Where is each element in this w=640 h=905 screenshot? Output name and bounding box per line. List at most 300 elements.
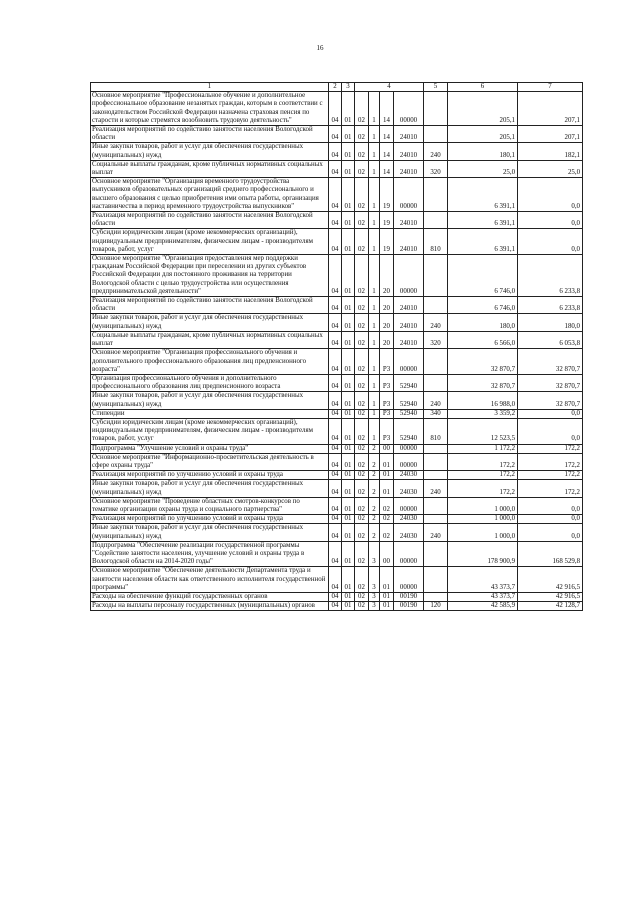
cell-c4: 1 bbox=[369, 255, 380, 297]
table-row bbox=[91, 409, 583, 418]
cell-c5: 01 bbox=[380, 567, 394, 593]
table-row bbox=[91, 314, 583, 331]
cell-v2: 32 870,7 bbox=[518, 349, 583, 375]
cell-c3: 02 bbox=[355, 143, 369, 160]
cell-c6: 00190 bbox=[394, 602, 424, 611]
cell-c2: 01 bbox=[342, 314, 355, 331]
cell-c5: 19 bbox=[380, 212, 394, 229]
table-row bbox=[91, 602, 583, 611]
table-row bbox=[91, 178, 583, 212]
table-row bbox=[91, 480, 583, 497]
cell-c2: 01 bbox=[342, 255, 355, 297]
cell-c6: 24030 bbox=[394, 524, 424, 541]
table-row bbox=[91, 255, 583, 297]
cell-c1: 04 bbox=[329, 444, 342, 453]
cell-vr: 240 bbox=[424, 392, 448, 409]
cell-c6: 24010 bbox=[394, 143, 424, 160]
cell-v2: 32 870,7 bbox=[518, 392, 583, 409]
cell-name: Реализация мероприятий по улучшению условий и охраны труда bbox=[91, 515, 329, 524]
cell-c2: 01 bbox=[342, 418, 355, 444]
cell-c3: 02 bbox=[355, 480, 369, 497]
cell-v1: 180,0 bbox=[448, 314, 518, 331]
cell-c1: 04 bbox=[329, 349, 342, 375]
cell-c1: 04 bbox=[329, 126, 342, 143]
cell-c4: 1 bbox=[369, 229, 380, 255]
cell-c4: 1 bbox=[369, 212, 380, 229]
cell-c6: 24010 bbox=[394, 229, 424, 255]
cell-v2: 42 916,5 bbox=[518, 567, 583, 593]
cell-c1: 04 bbox=[329, 497, 342, 514]
cell-c5: 20 bbox=[380, 331, 394, 348]
cell-c6: 24010 bbox=[394, 126, 424, 143]
cell-c3: 02 bbox=[355, 297, 369, 314]
cell-c5: 14 bbox=[380, 143, 394, 160]
cell-v2: 42 916,5 bbox=[518, 592, 583, 601]
cell-vr bbox=[424, 178, 448, 212]
cell-v1: 205,1 bbox=[448, 126, 518, 143]
cell-c4: 2 bbox=[369, 497, 380, 514]
cell-name: Иные закупки товаров, работ и услуг для обеспечения государственных (муниципальных) нужд bbox=[91, 524, 329, 541]
cell-c6: 00000 bbox=[394, 541, 424, 567]
cell-vr bbox=[424, 541, 448, 567]
cell-c6: 00190 bbox=[394, 592, 424, 601]
cell-v2: 32 870,7 bbox=[518, 374, 583, 391]
cell-c6: 00000 bbox=[394, 255, 424, 297]
cell-c3: 02 bbox=[355, 374, 369, 391]
cell-name: Организация профессионального обучения и дополнительного профессионального образования лиц предпенсионного возраста bbox=[91, 374, 329, 391]
cell-v2: 0,0 bbox=[518, 212, 583, 229]
cell-c4: 1 bbox=[369, 297, 380, 314]
cell-c2: 01 bbox=[342, 143, 355, 160]
cell-c1: 04 bbox=[329, 212, 342, 229]
cell-name: Субсидии юридическим лицам (кроме некоммерческих организаций), индивидуальным предпринимателям, физическим лицам - производителям товаров, работ, услуг bbox=[91, 418, 329, 444]
cell-c5: P3 bbox=[380, 418, 394, 444]
cell-c4: 1 bbox=[369, 374, 380, 391]
cell-v1: 6 391,1 bbox=[448, 229, 518, 255]
cell-c3: 02 bbox=[355, 160, 369, 177]
cell-v1: 205,1 bbox=[448, 92, 518, 126]
cell-c3: 02 bbox=[355, 524, 369, 541]
cell-vr bbox=[424, 444, 448, 453]
cell-c5: 00 bbox=[380, 444, 394, 453]
cell-name: Подпрограмма "Улучшение условий и охраны труда" bbox=[91, 444, 329, 453]
cell-c2: 01 bbox=[342, 471, 355, 480]
cell-name: Реализация мероприятий по содействию занятости населения Вологодской области bbox=[91, 126, 329, 143]
cell-c4: 2 bbox=[369, 444, 380, 453]
table-row bbox=[91, 92, 583, 126]
cell-c2: 01 bbox=[342, 592, 355, 601]
cell-c4: 2 bbox=[369, 480, 380, 497]
cell-c2: 01 bbox=[342, 602, 355, 611]
cell-name: Социальные выплаты гражданам, кроме публичных нормативных социальных выплат bbox=[91, 160, 329, 177]
cell-c5: 14 bbox=[380, 126, 394, 143]
cell-c3: 02 bbox=[355, 418, 369, 444]
cell-c2: 01 bbox=[342, 178, 355, 212]
cell-name: Основное мероприятие "Организация профессионального обучения и дополнительного профессионального образования лиц предпенсионного возраста" bbox=[91, 349, 329, 375]
cell-vr: 240 bbox=[424, 480, 448, 497]
cell-v1: 32 870,7 bbox=[448, 349, 518, 375]
cell-v1: 1 172,2 bbox=[448, 444, 518, 453]
cell-v1: 172,2 bbox=[448, 471, 518, 480]
table-row bbox=[91, 471, 583, 480]
cell-v1: 1 000,0 bbox=[448, 524, 518, 541]
table-body bbox=[91, 92, 583, 611]
cell-c1: 04 bbox=[329, 92, 342, 126]
cell-c3: 02 bbox=[355, 541, 369, 567]
cell-c4: 3 bbox=[369, 567, 380, 593]
cell-c4: 1 bbox=[369, 143, 380, 160]
cell-c6: 24030 bbox=[394, 515, 424, 524]
cell-v1: 6 391,1 bbox=[448, 212, 518, 229]
table-row bbox=[91, 524, 583, 541]
cell-c2: 01 bbox=[342, 480, 355, 497]
cell-c5: 14 bbox=[380, 160, 394, 177]
cell-v2: 172,2 bbox=[518, 453, 583, 470]
table-row bbox=[91, 331, 583, 348]
cell-c3: 02 bbox=[355, 567, 369, 593]
page-number: 16 bbox=[316, 44, 324, 52]
cell-c3: 02 bbox=[355, 349, 369, 375]
cell-v1: 6 746,0 bbox=[448, 255, 518, 297]
cell-v1: 172,2 bbox=[448, 480, 518, 497]
cell-c6: 52940 bbox=[394, 392, 424, 409]
cell-v2: 42 128,7 bbox=[518, 602, 583, 611]
cell-c1: 04 bbox=[329, 480, 342, 497]
cell-c6: 52940 bbox=[394, 418, 424, 444]
cell-c2: 01 bbox=[342, 497, 355, 514]
cell-c6: 24010 bbox=[394, 314, 424, 331]
cell-name: Реализация мероприятий по содействию занятости населения Вологодской области bbox=[91, 212, 329, 229]
cell-name: Стипендии bbox=[91, 409, 329, 418]
cell-c1: 04 bbox=[329, 229, 342, 255]
cell-c5: 01 bbox=[380, 480, 394, 497]
cell-v1: 32 870,7 bbox=[448, 374, 518, 391]
cell-c4: 1 bbox=[369, 314, 380, 331]
table-row bbox=[91, 453, 583, 470]
cell-vr: 120 bbox=[424, 602, 448, 611]
cell-v1: 43 373,7 bbox=[448, 567, 518, 593]
header-col-1: 1 bbox=[91, 83, 329, 92]
cell-c1: 04 bbox=[329, 409, 342, 418]
cell-v1: 6 746,0 bbox=[448, 297, 518, 314]
cell-name: Расходы на обеспечение функций государственных органов bbox=[91, 592, 329, 601]
cell-c6: 24010 bbox=[394, 160, 424, 177]
cell-vr: 810 bbox=[424, 229, 448, 255]
cell-c3: 02 bbox=[355, 178, 369, 212]
cell-c1: 04 bbox=[329, 602, 342, 611]
cell-c1: 04 bbox=[329, 297, 342, 314]
cell-c1: 04 bbox=[329, 453, 342, 470]
cell-c5: 02 bbox=[380, 515, 394, 524]
cell-c3: 02 bbox=[355, 314, 369, 331]
cell-c6: 24010 bbox=[394, 212, 424, 229]
cell-c4: 1 bbox=[369, 160, 380, 177]
cell-vr: 240 bbox=[424, 524, 448, 541]
header-col-5: 5 bbox=[424, 83, 448, 92]
cell-c3: 02 bbox=[355, 331, 369, 348]
cell-v1: 43 373,7 bbox=[448, 592, 518, 601]
table-row bbox=[91, 541, 583, 567]
cell-v1: 172,2 bbox=[448, 453, 518, 470]
cell-c2: 01 bbox=[342, 567, 355, 593]
table-row bbox=[91, 374, 583, 391]
cell-c1: 04 bbox=[329, 541, 342, 567]
cell-name: Иные закупки товаров, работ и услуг для обеспечения государственных (муниципальных) нужд bbox=[91, 314, 329, 331]
cell-name: Основное мероприятие "Организация предоставления мер поддержки гражданам Российской Федерации при переселении из других субъектов Российской Федерации для постоянного проживания на территории Вологодской области с целью трудоустройства или осуществления предпринимательской деятельности" bbox=[91, 255, 329, 297]
cell-c5: 14 bbox=[380, 92, 394, 126]
cell-v2: 0,0 bbox=[518, 515, 583, 524]
cell-v1: 42 585,9 bbox=[448, 602, 518, 611]
cell-c4: 3 bbox=[369, 592, 380, 601]
cell-c4: 1 bbox=[369, 92, 380, 126]
table-row bbox=[91, 418, 583, 444]
cell-vr bbox=[424, 592, 448, 601]
cell-c1: 04 bbox=[329, 418, 342, 444]
cell-c6: 24010 bbox=[394, 331, 424, 348]
cell-v2: 0,0 bbox=[518, 178, 583, 212]
cell-c3: 02 bbox=[355, 92, 369, 126]
cell-v1: 16 988,0 bbox=[448, 392, 518, 409]
cell-c3: 02 bbox=[355, 126, 369, 143]
cell-c1: 04 bbox=[329, 143, 342, 160]
cell-vr: 240 bbox=[424, 143, 448, 160]
cell-c4: 1 bbox=[369, 349, 380, 375]
cell-c3: 02 bbox=[355, 515, 369, 524]
cell-c2: 01 bbox=[342, 126, 355, 143]
cell-c3: 02 bbox=[355, 602, 369, 611]
cell-v2: 0,0 bbox=[518, 418, 583, 444]
cell-c4: 1 bbox=[369, 331, 380, 348]
cell-v1: 6 566,0 bbox=[448, 331, 518, 348]
cell-c5: 01 bbox=[380, 592, 394, 601]
cell-name: Социальные выплаты гражданам, кроме публичных нормативных социальных выплат bbox=[91, 331, 329, 348]
cell-c1: 04 bbox=[329, 515, 342, 524]
cell-c4: 3 bbox=[369, 602, 380, 611]
cell-c5: 01 bbox=[380, 453, 394, 470]
cell-c6: 00000 bbox=[394, 92, 424, 126]
cell-v1: 12 523,5 bbox=[448, 418, 518, 444]
cell-c4: 2 bbox=[369, 524, 380, 541]
cell-c5: P3 bbox=[380, 349, 394, 375]
cell-vr bbox=[424, 349, 448, 375]
cell-name: Иные закупки товаров, работ и услуг для обеспечения государственных (муниципальных) нужд bbox=[91, 392, 329, 409]
cell-c4: 3 bbox=[369, 541, 380, 567]
cell-c1: 04 bbox=[329, 392, 342, 409]
table-row bbox=[91, 143, 583, 160]
cell-c5: 20 bbox=[380, 297, 394, 314]
table-row bbox=[91, 515, 583, 524]
cell-c3: 02 bbox=[355, 255, 369, 297]
table-row bbox=[91, 160, 583, 177]
cell-c5: 02 bbox=[380, 497, 394, 514]
cell-c2: 01 bbox=[342, 409, 355, 418]
cell-name: Основное мероприятие "Информационно-просветительская деятельность в сфере охраны труда" bbox=[91, 453, 329, 470]
cell-c1: 04 bbox=[329, 255, 342, 297]
cell-name: Реализация мероприятий по улучшению условий и охраны труда bbox=[91, 471, 329, 480]
cell-c2: 01 bbox=[342, 92, 355, 126]
cell-c5: 01 bbox=[380, 602, 394, 611]
cell-v1: 180,1 bbox=[448, 143, 518, 160]
cell-c6: 00000 bbox=[394, 178, 424, 212]
cell-c2: 01 bbox=[342, 392, 355, 409]
header-col-4: 4 bbox=[355, 83, 424, 92]
cell-v2: 0,0 bbox=[518, 229, 583, 255]
cell-vr bbox=[424, 92, 448, 126]
header-col-7: 7 bbox=[518, 83, 583, 92]
cell-name: Иные закупки товаров, работ и услуг для обеспечения государственных (муниципальных) нужд bbox=[91, 143, 329, 160]
cell-c1: 04 bbox=[329, 567, 342, 593]
cell-c5: P3 bbox=[380, 409, 394, 418]
cell-vr bbox=[424, 497, 448, 514]
table-row bbox=[91, 392, 583, 409]
table-header-row bbox=[91, 83, 583, 92]
cell-vr bbox=[424, 515, 448, 524]
cell-v2: 0,0 bbox=[518, 497, 583, 514]
cell-c4: 1 bbox=[369, 126, 380, 143]
cell-vr bbox=[424, 567, 448, 593]
cell-vr bbox=[424, 453, 448, 470]
cell-c5: 20 bbox=[380, 255, 394, 297]
cell-c1: 04 bbox=[329, 374, 342, 391]
cell-c3: 02 bbox=[355, 592, 369, 601]
budget-table bbox=[90, 82, 583, 611]
cell-c6: 00000 bbox=[394, 497, 424, 514]
cell-c4: 1 bbox=[369, 178, 380, 212]
table-row bbox=[91, 126, 583, 143]
cell-c2: 01 bbox=[342, 444, 355, 453]
header-col-3: 3 bbox=[342, 83, 355, 92]
cell-c1: 04 bbox=[329, 592, 342, 601]
cell-name: Субсидии юридическим лицам (кроме некоммерческих организаций), индивидуальным предпринимателям, физическим лицам - производителям товаров, работ, услуг bbox=[91, 229, 329, 255]
cell-c4: 2 bbox=[369, 515, 380, 524]
cell-c4: 1 bbox=[369, 409, 380, 418]
cell-v2: 6 053,8 bbox=[518, 331, 583, 348]
cell-vr: 810 bbox=[424, 418, 448, 444]
cell-c2: 01 bbox=[342, 349, 355, 375]
cell-v1: 3 359,2 bbox=[448, 409, 518, 418]
cell-c3: 02 bbox=[355, 212, 369, 229]
cell-c1: 04 bbox=[329, 331, 342, 348]
cell-c2: 01 bbox=[342, 212, 355, 229]
header-col-6: 6 bbox=[448, 83, 518, 92]
table-row bbox=[91, 212, 583, 229]
cell-c3: 02 bbox=[355, 229, 369, 255]
cell-v1: 178 900,9 bbox=[448, 541, 518, 567]
cell-c2: 01 bbox=[342, 541, 355, 567]
cell-c5: P3 bbox=[380, 392, 394, 409]
cell-c6: 00000 bbox=[394, 453, 424, 470]
cell-vr bbox=[424, 212, 448, 229]
cell-v2: 0,0 bbox=[518, 524, 583, 541]
cell-c5: 00 bbox=[380, 541, 394, 567]
table-row bbox=[91, 229, 583, 255]
cell-v2: 0,0 bbox=[518, 409, 583, 418]
cell-v2: 6 233,8 bbox=[518, 255, 583, 297]
cell-v1: 6 391,1 bbox=[448, 178, 518, 212]
cell-c1: 04 bbox=[329, 178, 342, 212]
cell-vr bbox=[424, 297, 448, 314]
cell-c3: 02 bbox=[355, 392, 369, 409]
cell-name: Иные закупки товаров, работ и услуг для обеспечения государственных (муниципальных) нужд bbox=[91, 480, 329, 497]
cell-v2: 168 529,8 bbox=[518, 541, 583, 567]
cell-c3: 02 bbox=[355, 444, 369, 453]
cell-c3: 02 bbox=[355, 471, 369, 480]
cell-c4: 2 bbox=[369, 453, 380, 470]
cell-name: Основное мероприятие "Проведение областных смотров-конкурсов по тематике организации охраны труда и социального партнерства" bbox=[91, 497, 329, 514]
cell-v2: 180,0 bbox=[518, 314, 583, 331]
cell-c2: 01 bbox=[342, 515, 355, 524]
table-row bbox=[91, 497, 583, 514]
cell-v2: 207,1 bbox=[518, 92, 583, 126]
cell-vr: 340 bbox=[424, 409, 448, 418]
cell-name: Реализация мероприятий по содействию занятости населения Вологодской области bbox=[91, 297, 329, 314]
cell-c2: 01 bbox=[342, 453, 355, 470]
cell-c6: 00000 bbox=[394, 567, 424, 593]
table-row bbox=[91, 592, 583, 601]
cell-c6: 00000 bbox=[394, 349, 424, 375]
cell-c2: 01 bbox=[342, 524, 355, 541]
cell-c5: 19 bbox=[380, 229, 394, 255]
cell-c1: 04 bbox=[329, 314, 342, 331]
cell-c2: 01 bbox=[342, 160, 355, 177]
cell-name: Расходы на выплаты персоналу государственных (муниципальных) органов bbox=[91, 602, 329, 611]
cell-c6: 52940 bbox=[394, 374, 424, 391]
cell-vr bbox=[424, 255, 448, 297]
cell-v2: 172,2 bbox=[518, 480, 583, 497]
cell-vr bbox=[424, 374, 448, 391]
cell-name: Основное мероприятие "Обеспечение деятельности Департамента труда и занятости населения области как ответственного исполнителя государственной программы" bbox=[91, 567, 329, 593]
table-row bbox=[91, 567, 583, 593]
cell-v1: 25,0 bbox=[448, 160, 518, 177]
cell-c5: 19 bbox=[380, 178, 394, 212]
cell-vr bbox=[424, 126, 448, 143]
table-row bbox=[91, 297, 583, 314]
table-row bbox=[91, 444, 583, 453]
cell-c2: 01 bbox=[342, 331, 355, 348]
cell-name: Основное мероприятие "Организация временного трудоустройства выпускников образовательных организаций среднего профессионального и высшего образования с целью приобретения ими опыта работы, организация наставничества в период временного трудоустройства выпускников" bbox=[91, 178, 329, 212]
cell-c4: 1 bbox=[369, 418, 380, 444]
cell-v2: 25,0 bbox=[518, 160, 583, 177]
cell-c6: 24010 bbox=[394, 297, 424, 314]
cell-v2: 6 233,8 bbox=[518, 297, 583, 314]
cell-c6: 00000 bbox=[394, 444, 424, 453]
cell-name: Подпрограмма "Обеспечение реализации государственной программы "Содействие занятости населения, улучшение условий и охраны труда в Вологодской области на 2014-2020 годы" bbox=[91, 541, 329, 567]
cell-c6: 52940 bbox=[394, 409, 424, 418]
cell-vr: 320 bbox=[424, 160, 448, 177]
cell-v1: 1 000,0 bbox=[448, 515, 518, 524]
cell-vr bbox=[424, 471, 448, 480]
cell-v2: 207,1 bbox=[518, 126, 583, 143]
cell-vr: 320 bbox=[424, 331, 448, 348]
cell-c5: 01 bbox=[380, 471, 394, 480]
cell-v2: 172,2 bbox=[518, 471, 583, 480]
table-row bbox=[91, 349, 583, 375]
cell-c2: 01 bbox=[342, 374, 355, 391]
cell-c4: 2 bbox=[369, 471, 380, 480]
header-col-2: 2 bbox=[329, 83, 342, 92]
cell-c5: P3 bbox=[380, 374, 394, 391]
cell-v2: 172,2 bbox=[518, 444, 583, 453]
cell-c2: 01 bbox=[342, 297, 355, 314]
cell-c1: 04 bbox=[329, 160, 342, 177]
cell-c1: 04 bbox=[329, 524, 342, 541]
cell-c6: 24030 bbox=[394, 480, 424, 497]
cell-c3: 02 bbox=[355, 409, 369, 418]
cell-c3: 02 bbox=[355, 453, 369, 470]
cell-c3: 02 bbox=[355, 497, 369, 514]
cell-c1: 04 bbox=[329, 471, 342, 480]
cell-c4: 1 bbox=[369, 392, 380, 409]
